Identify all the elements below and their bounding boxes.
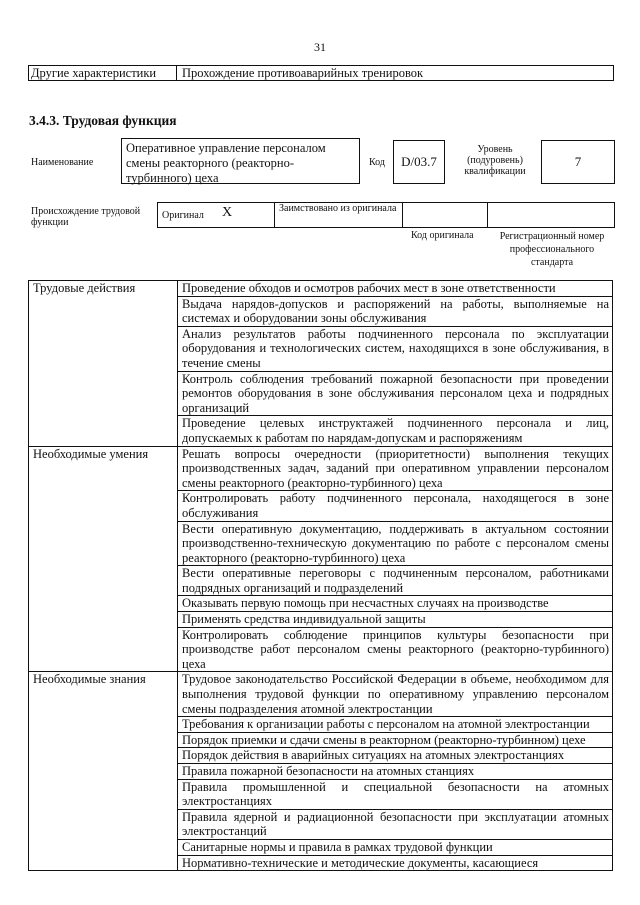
required-knowledge-item: Трудовое законодательство Российской Федерации в объеме, необходимом для выполнения трудовой функции по оперативному управлению персоналом смены подразделения атомной электростанции — [178, 672, 613, 717]
labor-actions-item: Анализ результатов работы подчиненного персонала по эксплуатации оборудования и технологических систем, находящихся в зоне обслуживания, в течение смены — [178, 326, 613, 371]
required-skills-item: Вести оперативные переговоры с подчиненным персоналом, работниками подрядных организаций и подразделений — [178, 566, 613, 596]
function-name-box: Оперативное управление персоналом смены реакторного (реакторно-турбинного) цеха — [121, 138, 360, 184]
page-number: 31 — [314, 40, 326, 54]
registration-number-label: Регистрационный номер профессионального стандарта — [499, 231, 605, 268]
code-label: Код — [369, 157, 385, 168]
table-row — [29, 281, 613, 297]
required-skills-label: Необходимые умения — [29, 446, 178, 672]
table-row — [29, 672, 613, 717]
required-knowledge-item: Требования к организации работы с персоналом на атомной электростанции — [178, 717, 613, 733]
table-row — [29, 446, 613, 491]
required-knowledge-item: Нормативно-технические и методические документы, касающиеся — [178, 855, 613, 871]
borrowed-label: Заимствовано из оригинала — [279, 203, 397, 214]
required-skills-item: Вести оперативную документацию, поддерживать в актуальном состоянии производственно-техническую документацию по работе с персоналом смены реакторного (реакторно-турбинного) цеха — [178, 521, 613, 566]
required-knowledge-item: Санитарные нормы и правила в рамках трудовой функции — [178, 839, 613, 855]
function-code-box: D/03.7 — [393, 140, 445, 184]
required-knowledge-label: Необходимые знания — [29, 672, 178, 871]
name-label: Наименование — [31, 157, 94, 168]
required-knowledge-item: Правила ядерной и радиационной безопасности при эксплуатации атомных электростанций — [178, 809, 613, 839]
original-mark: X — [222, 205, 233, 220]
required-skills-item: Применять средства индивидуальной защиты — [178, 612, 613, 628]
required-skills-item: Оказывать первую помощь при несчастных случаях на производстве — [178, 596, 613, 612]
divider — [402, 203, 403, 227]
required-knowledge-item: Порядок приемки и сдачи смены в реакторном (реакторно-турбинном) цехе — [178, 732, 613, 748]
labor-actions-item: Контроль соблюдения требований пожарной безопасности при проведении ремонтов оборудования в зоне обслуживания персоналом цеха и подрядных организаций — [178, 371, 613, 416]
qualification-level-label: Уровень (подуровень) квалификации — [464, 144, 526, 177]
origin-label: Происхождение трудовой функции — [31, 206, 141, 228]
code-original-label: Код оригинала — [411, 230, 474, 241]
labor-actions-item: Проведение обходов и осмотров рабочих мест в зоне ответственности — [178, 281, 613, 297]
required-knowledge-item: Правила промышленной и специальной безопасности на атомных электростанциях — [178, 779, 613, 809]
divider — [487, 203, 488, 227]
required-skills-item: Решать вопросы очередности (приоритетности) выполнения текущих производственных задач, заданий при оперативном управлении персоналом смены реакторного (реакторно-турбинного) цеха — [178, 446, 613, 491]
other-characteristics-label: Другие характеристики — [31, 66, 157, 80]
divider — [176, 66, 177, 80]
original-label: Оригинал — [162, 210, 204, 221]
required-knowledge-item: Правила пожарной безопасности на атомных станциях — [178, 764, 613, 780]
labor-actions-item: Проведение целевых инструктажей подчиненного персонала и лиц, допускаемых к работам по нарядам-допускам и распоряжениям — [178, 416, 613, 446]
required-knowledge-item: Порядок действия в аварийных ситуациях на атомных электростанциях — [178, 748, 613, 764]
labor-actions-item: Выдача нарядов-допусков и распоряжений на работы, выполняемые на системах и оборудовании зоны обслуживания — [178, 296, 613, 326]
required-skills-item: Контролировать соблюдение принципов культуры безопасности при производстве работ персоналом смены реакторного (реакторно-турбинного) цеха — [178, 627, 613, 672]
other-characteristics-value: Прохождение противоаварийных тренировок — [182, 66, 424, 80]
other-characteristics-row — [28, 65, 614, 81]
qualification-level-box: 7 — [541, 140, 615, 184]
divider — [274, 203, 275, 227]
required-skills-item: Контролировать работу подчиненного персонала, находящегося в зоне обслуживания — [178, 491, 613, 521]
section-title: 3.4.3. Трудовая функция — [29, 113, 177, 128]
labor-function-table — [28, 280, 613, 871]
labor-actions-label: Трудовые действия — [29, 281, 178, 447]
